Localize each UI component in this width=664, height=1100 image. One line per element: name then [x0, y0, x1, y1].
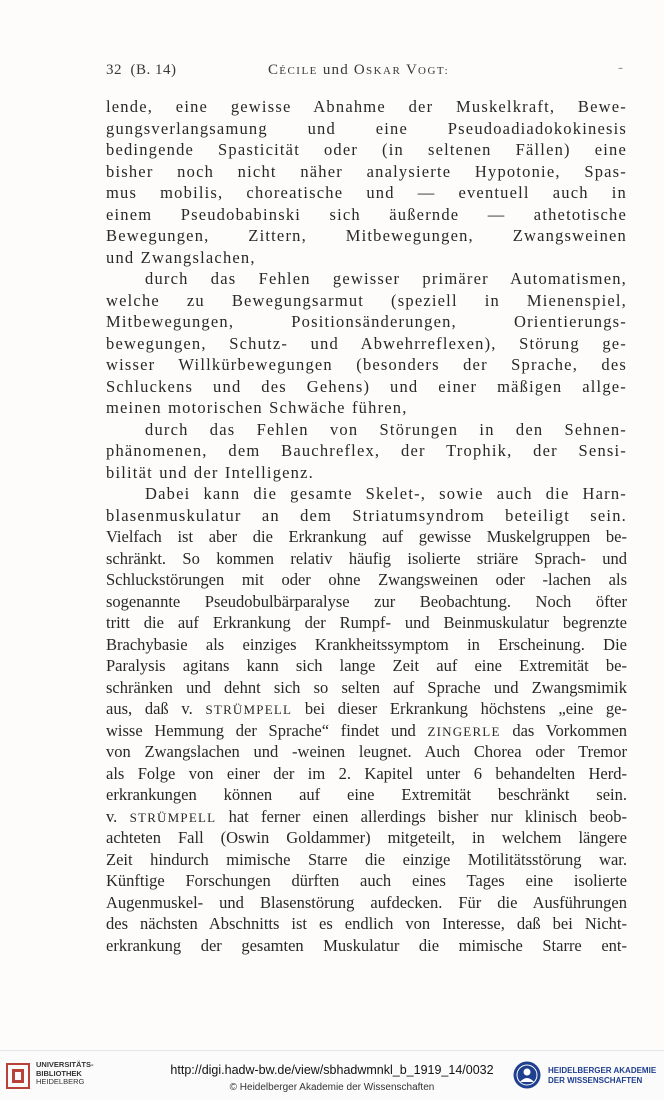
text-line: von Zwangslachen und -weinen leugnet. Auch Chorea oder Tremor	[106, 742, 627, 761]
text-line: als Folge von einer der im 2. Kapitel unter 6 behandelten Herd-	[106, 763, 627, 783]
text-line: Schluckstörungen mit oder ohne Zwangsweinen oder -lachen als	[106, 570, 627, 589]
text-line: achteten Fall (Oswin Goldammer) mitgeteilt, in welchem längere	[106, 828, 627, 847]
text-line: blasenmuskulatur an dem Striatumsyndrom beteiligt sein.	[106, 505, 627, 525]
text-line: Dabei kann die gesamte Skelet-, sowie auch die Harn-	[145, 484, 627, 503]
page-body	[106, 96, 627, 956]
section-label: (B. 14)	[130, 62, 177, 78]
text-line: bewegungen, Schutz- und Abwehrreflexen), Störung ge-	[106, 333, 627, 353]
person-name: ZINGERLE	[427, 723, 501, 739]
text-line: des nächsten Abschnitts ist es endlich von Interesse, daß bei Nicht-	[106, 914, 627, 933]
permalink-url[interactable]: http://digi.hadw-bw.de/view/sbhadwmnkl_b_1919_14/0032	[170, 1063, 494, 1077]
author-names: CÉCILE und OSKAR VOGT:	[268, 62, 450, 78]
text-line: Vielfach ist aber die Erkrankung auf gewisse Muskelgruppen be-	[106, 527, 627, 546]
text-line: Paralysis agitans kann sich lange Zeit auf eine Extremität be-	[106, 656, 627, 675]
text-line: mus mobilis, choreatische und — eventuell auch in	[106, 183, 627, 202]
text-line: Künftige Forschungen dürften auch eines Tages eine isolierte	[106, 871, 627, 890]
academy-name: HEIDELBERGER AKADEMIE DER WISSENSCHAFTEN	[548, 1066, 657, 1085]
text-line: durch das Fehlen von Störungen in den Sehnen-	[145, 419, 627, 439]
text-line: wisser Willkürbewegungen (besonders der Sprache, des	[106, 355, 627, 374]
text-line: erkrankungen können auf eine Extremität beschränkt sein.	[106, 785, 627, 804]
library-name: UNIVERSITÄTS- BIBLIOTHEK HEIDELBERG	[36, 1060, 94, 1086]
text-line: bisher noch nicht näher analysierte Hypotonie, Spas-	[106, 161, 627, 181]
text-line: tritt die auf Erkrankung der Rumpf- und Beinmuskulatur begrenzte	[106, 613, 627, 632]
text-line: durch das Fehlen gewisser primärer Automatismen,	[145, 269, 627, 288]
text-line: bedingende Spasticität oder (in seltenen Fällen) eine	[106, 140, 627, 159]
text-line: Augenmuskel- und Blasenstörung aufdecken. Für die Ausführungen	[106, 892, 627, 912]
text-line: phänomenen, dem Bauchreflex, der Trophik, der Sensi-	[106, 441, 627, 460]
header-mark: -	[618, 60, 624, 76]
text-line: wisse Hemmung der Sprache“ findet und ZINGERLE das Vorkommen	[106, 720, 627, 740]
footer-bar	[0, 1050, 664, 1100]
text-line: Zeit hindurch mimische Starre die einzige Motilitätsstörung war.	[106, 849, 627, 869]
text-line: aus, daß v. STRÜMPELL bei dieser Erkrankung höchstens „eine ge-	[106, 699, 627, 718]
text-line: bilität und der Intelligenz.	[106, 462, 314, 482]
university-library-logo-icon	[6, 1063, 30, 1089]
copyright-notice: © Heidelberger Akademie der Wissenschaften	[229, 1082, 435, 1093]
page-number: 32 (B. 14)	[106, 62, 177, 78]
academy-seal-icon	[512, 1060, 542, 1090]
text-line: Schluckens und des Gehens) und einer mäßigen allge-	[106, 376, 627, 396]
person-name: STRÜMPELL	[129, 809, 217, 825]
text-line: v. STRÜMPELL hat ferner einen allerdings bisher nur klinisch beob-	[106, 806, 627, 826]
text-line: Brachybasie als einziges Krankheitssymptom in Erscheinung. Die	[106, 634, 627, 654]
text-line: meinen motorischen Schwäche führen,	[106, 398, 408, 417]
text-line: Bewegungen, Zittern, Mitbewegungen, Zwangsweinen	[106, 226, 627, 245]
text-line: einem Pseudobabinski sich äußernde — athetotische	[106, 204, 627, 224]
text-line: lende, eine gewisse Abnahme der Muskelkraft, Bewe-	[106, 97, 627, 116]
text-line: und Zwangslachen,	[106, 247, 256, 267]
text-line: Mitbewegungen, Positionsänderungen, Orientierungs-	[106, 312, 627, 331]
text-line: schränken und dehnt sich so selten auf Sprache und Zwangsmimik	[106, 677, 627, 697]
text-line: welche zu Bewegungsarmut (speziell in Mienenspiel,	[106, 290, 627, 310]
person-name: STRÜMPELL	[205, 702, 293, 717]
text-line: erkrankung der gesamten Muskulatur die mimische Starre ent-	[106, 935, 627, 955]
text-line: schränkt. So kommen relativ häufig isolierte striäre Sprach- und	[106, 548, 627, 568]
text-line: sogenannte Pseudobulbärparalyse zur Beobachtung. Noch öfter	[106, 591, 627, 611]
running-header	[106, 62, 626, 84]
text-line: gungsverlangsamung und eine Pseudoadiadokokinesis	[106, 118, 627, 138]
